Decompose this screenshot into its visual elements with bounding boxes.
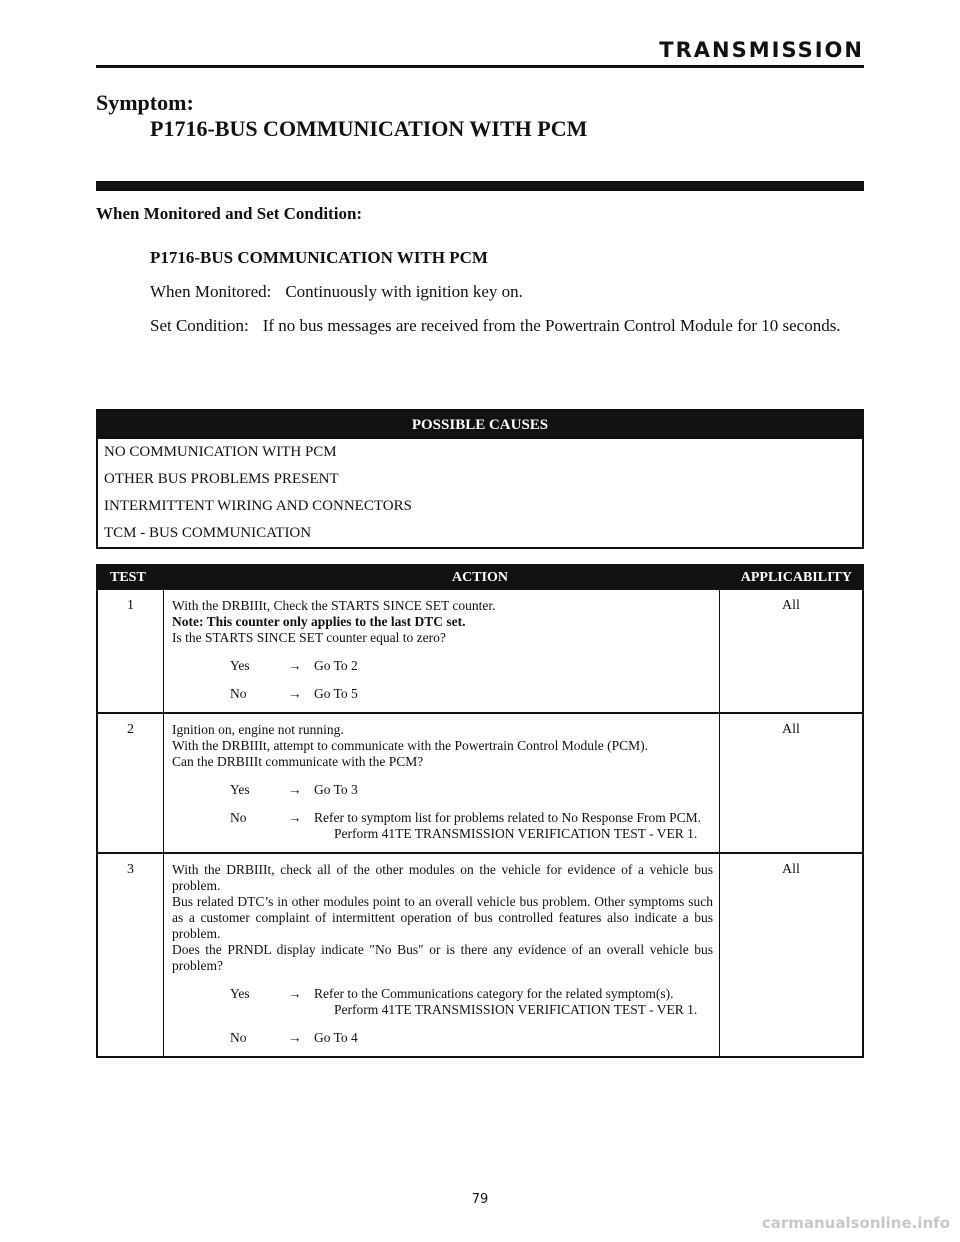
symptom-label: Symptom: xyxy=(96,90,194,115)
arrow-icon: → xyxy=(288,782,302,797)
test-applicability: All xyxy=(782,598,800,613)
possible-causes-table xyxy=(96,409,864,549)
test-row-1 xyxy=(98,590,862,712)
cause-item: INTERMITTENT WIRING AND CONNECTORS xyxy=(104,498,412,514)
section-divider xyxy=(96,181,864,191)
watermark: carmanualsonline.info xyxy=(761,1214,950,1232)
branch-destination: Go To 3 xyxy=(314,782,358,797)
set-condition-label: Set Condition: xyxy=(150,316,249,335)
action-question: Is the STARTS SINCE SET counter equal to zero? xyxy=(172,630,446,645)
branch-no xyxy=(172,1030,713,1046)
when-monitored-value: Continuously with ignition key on. xyxy=(285,282,523,301)
action-text: Ignition on, engine not running. xyxy=(172,722,344,737)
section-title: TRANSMISSION xyxy=(659,38,864,62)
action-question: Does the PRNDL display indicate ″No Bus″ or is there any evidence of an overall vehicle bus problem? xyxy=(172,942,713,973)
destination-line: Perform 41TE TRANSMISSION VERIFICATION TEST - VER 1. xyxy=(334,1002,698,1017)
test-action xyxy=(164,590,720,712)
branch-answer: No xyxy=(230,686,247,701)
monitoring-block xyxy=(150,248,864,350)
branch-answer: Yes xyxy=(230,658,250,673)
branch-answer: Yes xyxy=(230,986,250,1001)
header-applicability: APPLICABILITY xyxy=(740,570,852,585)
test-number: 2 xyxy=(98,714,164,852)
cause-item: TCM - BUS COMMUNICATION xyxy=(104,525,312,541)
test-action xyxy=(164,714,720,852)
branch-answer: No xyxy=(230,810,247,825)
action-question: Can the DRBIIIt communicate with the PCM? xyxy=(172,754,424,769)
branch-yes xyxy=(172,782,713,798)
header-action: ACTION xyxy=(451,570,508,585)
test-number: 1 xyxy=(98,590,164,712)
destination-line: Perform 41TE TRANSMISSION VERIFICATION TEST - VER 1. xyxy=(334,826,698,841)
action-text: With the DRBIIIt, Check the STARTS SINCE SET counter. xyxy=(172,598,496,613)
arrow-icon: → xyxy=(288,1030,302,1045)
test-applicability: All xyxy=(782,722,800,737)
branch-yes xyxy=(172,658,713,674)
arrow-icon: → xyxy=(288,810,302,825)
arrow-icon: → xyxy=(288,658,302,673)
branch-destination xyxy=(314,986,713,1018)
branch-yes xyxy=(172,986,713,1018)
test-row-3 xyxy=(98,852,862,1056)
branch-no xyxy=(172,686,713,702)
destination-line: Refer to symptom list for problems related to No Response From PCM. xyxy=(314,810,701,825)
monitoring-heading: When Monitored and Set Condition: xyxy=(96,204,363,223)
branch-destination xyxy=(314,810,713,842)
when-monitored-label: When Monitored: xyxy=(150,282,272,301)
test-action xyxy=(164,854,720,1056)
destination-line: Refer to the Communications category for the related symptom(s). xyxy=(314,986,674,1001)
branch-destination: Go To 4 xyxy=(314,1030,358,1045)
branch-answer: Yes xyxy=(230,782,250,797)
branch-no xyxy=(172,810,713,842)
header-test: TEST xyxy=(110,570,146,585)
when-monitored xyxy=(150,282,864,302)
action-text: With the DRBIIIt, check all of the other modules on the vehicle for evidence of a vehicle bus problem. xyxy=(172,862,713,893)
test-applicability: All xyxy=(782,862,800,877)
branch-destination: Go To 5 xyxy=(314,686,358,701)
page-number: 79 xyxy=(471,1192,489,1207)
cause-item: OTHER BUS PROBLEMS PRESENT xyxy=(104,471,339,487)
test-number: 3 xyxy=(98,854,164,1056)
action-text: Bus related DTC’s in other modules point to an overall vehicle bus problem. Other symptoms such as a customer complaint of intermittent operation of bus controlled features also indicate a bus problem. xyxy=(172,894,713,941)
set-condition-value: If no bus messages are received from the Powertrain Control Module for 10 seconds. xyxy=(262,316,841,335)
action-note: Note: This counter only applies to the last DTC set. xyxy=(172,614,466,629)
action-text: With the DRBIIIt, attempt to communicate with the Powertrain Control Module (PCM). xyxy=(172,738,649,753)
possible-causes-header: POSSIBLE CAUSES xyxy=(98,411,862,439)
arrow-icon: → xyxy=(288,686,302,701)
cause-item: NO COMMUNICATION WITH PCM xyxy=(104,444,337,460)
test-table-header xyxy=(98,566,862,590)
test-row-2 xyxy=(98,712,862,852)
arrow-icon: → xyxy=(288,986,302,1001)
test-table xyxy=(96,564,864,1058)
symptom-code: P1716-BUS COMMUNICATION WITH PCM xyxy=(150,116,588,141)
branch-destination: Go To 2 xyxy=(314,658,358,673)
header-rule xyxy=(96,65,864,68)
monitoring-code: P1716-BUS COMMUNICATION WITH PCM xyxy=(150,248,488,267)
branch-answer: No xyxy=(230,1030,247,1045)
set-condition xyxy=(150,316,864,336)
